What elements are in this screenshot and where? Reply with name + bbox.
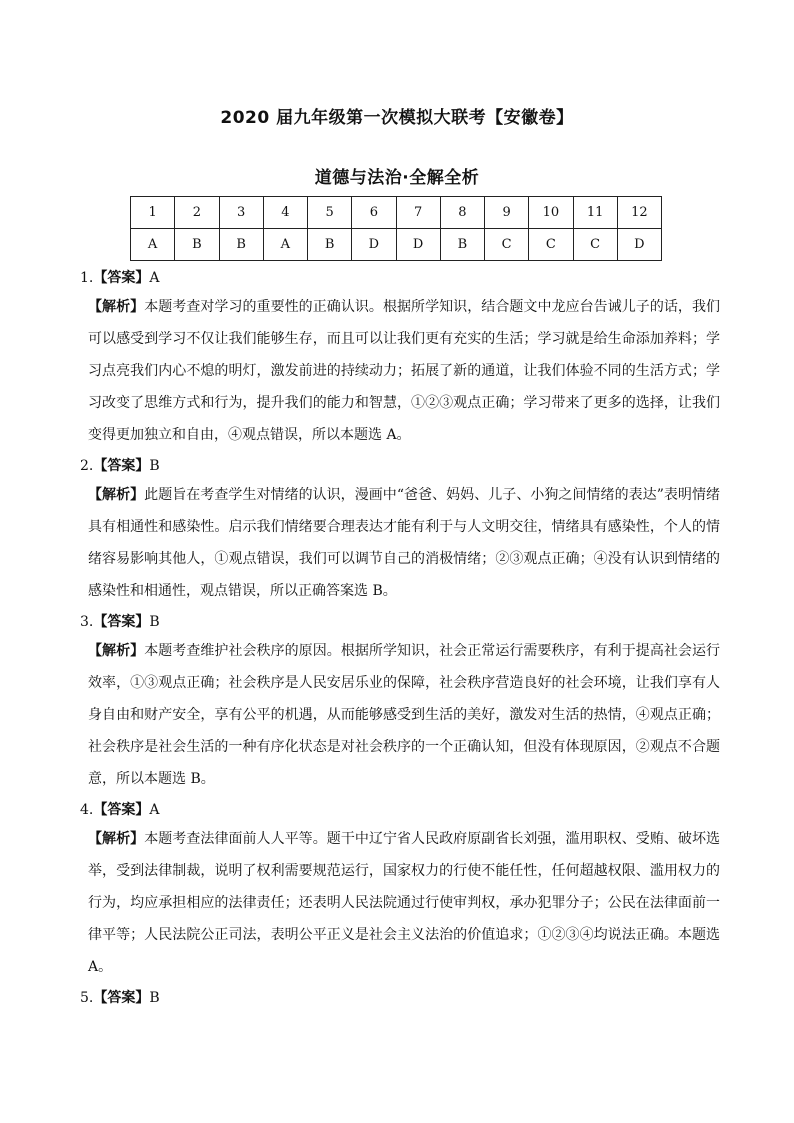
analysis-text: 本题考查对学习的重要性的正确认识。根据所学知识，结合题文中龙应台告诫儿子的话，我们可以感受到学习不仅让我们能够生存，而且可以让我们更有充实的生活；学习就是给生命添加养料；学习点亮我们内心不熄的明灯，激发前进的持续动力；拓展了新的通道，让我们体验不同的生活方式；学习改变了思维方式和行为，提升我们的能力和智慧，①②③观点正确；学习带来了更多的选择，让我们变得更加独立和自由，④观点错误，所以本题选 A。 (88, 299, 721, 443)
analysis-text: 本题考查法律面前人人平等。题干中辽宁省人民政府原副省长刘强，滥用职权、受贿、破坏选举，受到法律制裁，说明了权利需要规范运行，国家权力的行使不能任性，任何超越权限、滥用权力的行为，均应承担相应的法律责任；还表明人民法院通过行使审判权，承办犯罪分子；公民在法律面前一律平等；人民法院公正司法，表明公平正义是社会主义法治的价值追求；①②③④均说法正确。本题选 A。 (88, 831, 721, 975)
analysis-paragraph (80, 479, 720, 607)
answer-label: 【答案】 (93, 270, 150, 286)
answer-line (80, 609, 720, 635)
answer-label: 【答案】 (93, 802, 150, 818)
answer-label: 【答案】 (93, 458, 150, 474)
question-item (80, 797, 720, 983)
table-cell-answer: A (263, 229, 307, 261)
table-cell-number: 7 (396, 197, 440, 229)
analysis-label: 【解析】 (88, 487, 145, 503)
page-title: 2020 届九年级第一次模拟大联考【安徽卷】 (220, 108, 574, 128)
answer-value: B (149, 614, 160, 630)
table-cell-answer: C (485, 229, 529, 261)
analysis-paragraph (80, 635, 720, 795)
table-cell-answer: D (396, 229, 440, 261)
question-number: 2. (80, 458, 94, 474)
question-number: 3. (80, 614, 94, 630)
table-cell-number: 6 (352, 197, 396, 229)
answer-value: A (149, 802, 160, 818)
table-cell-answer: B (440, 229, 484, 261)
table-cell-number: 10 (529, 197, 573, 229)
question-item (80, 985, 720, 1011)
answer-line (80, 985, 720, 1011)
table-cell-number: 9 (485, 197, 529, 229)
answer-label: 【答案】 (93, 614, 150, 630)
answer-line (80, 265, 720, 291)
table-cell-number: 8 (440, 197, 484, 229)
question-number: 5. (80, 990, 94, 1006)
table-cell-number: 11 (573, 197, 617, 229)
table-cell-number: 1 (131, 197, 175, 229)
analysis-text: 此题旨在考查学生对情绪的认识，漫画中“爸爸、妈妈、儿子、小狗之间情绪的表达”表明情绪具有相通性和感染性。启示我们情绪要合理表达才能有利于与人文明交往，情绪具有感染性，个人的情绪容易影响其他人，①观点错误，我们可以调节自己的消极情绪；②③观点正确；④没有认识到情绪的感染性和相通性，观点错误，所以正确答案选 B。 (88, 487, 721, 599)
answer-line (80, 453, 720, 479)
answer-table-number-row (131, 197, 662, 229)
question-item (80, 453, 720, 607)
question-item (80, 265, 720, 451)
analysis-paragraph (80, 291, 720, 451)
table-cell-answer: B (308, 229, 352, 261)
table-cell-answer: D (617, 229, 661, 261)
table-cell-answer: C (573, 229, 617, 261)
answer-table (130, 196, 662, 261)
answer-value: B (149, 458, 160, 474)
answer-value: B (149, 990, 160, 1006)
table-cell-number: 2 (175, 197, 219, 229)
analysis-label: 【解析】 (88, 299, 145, 315)
table-cell-answer: B (175, 229, 219, 261)
answer-label: 【答案】 (93, 990, 150, 1006)
solutions-list (80, 265, 720, 1011)
question-number: 4. (80, 802, 94, 818)
table-cell-number: 4 (263, 197, 307, 229)
analysis-label: 【解析】 (88, 643, 145, 659)
table-cell-answer: A (131, 229, 175, 261)
table-cell-number: 3 (219, 197, 263, 229)
table-cell-answer: C (529, 229, 573, 261)
answer-table-answer-row (131, 229, 662, 261)
analysis-paragraph (80, 823, 720, 983)
analysis-text: 本题考查维护社会秩序的原因。根据所学知识，社会正常运行需要秩序，有利于提高社会运行效率，①③观点正确；社会秩序是人民安居乐业的保障，社会秩序营造良好的社会环境，让我们享有人身自由和财产安全，享有公平的机遇，从而能够感受到生活的美好，激发对生活的热情，④观点正确；社会秩序是社会生活的一种有序化状态是对社会秩序的一个正确认知，但没有体现原因，②观点不合题意，所以本题选 B。 (88, 643, 721, 787)
answer-line (80, 797, 720, 823)
analysis-label: 【解析】 (88, 831, 145, 847)
question-number: 1. (80, 270, 94, 286)
question-item (80, 609, 720, 795)
table-cell-number: 5 (308, 197, 352, 229)
page-subtitle: 道德与法治·全解全析 (314, 168, 480, 188)
answer-value: A (149, 270, 160, 286)
table-cell-answer: D (352, 229, 396, 261)
table-cell-number: 12 (617, 197, 661, 229)
table-cell-answer: B (219, 229, 263, 261)
